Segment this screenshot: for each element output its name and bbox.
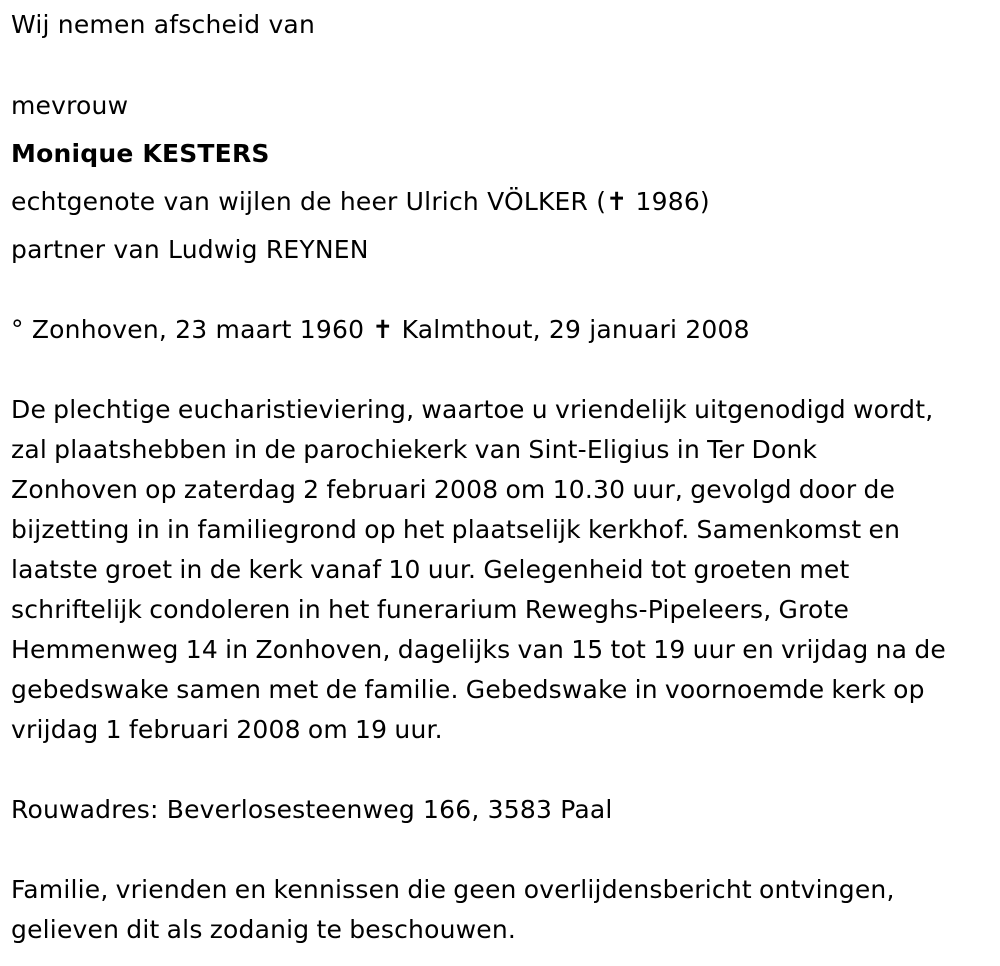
deceased-name: Monique KESTERS — [11, 139, 270, 168]
ceremony-line: bijzetting in in familiegrond op het plaatselijk kerkhof. Samenkomst en — [11, 515, 901, 544]
ceremony-line: zal plaatshebben in de parochiekerk van Sint-Eligius in Ter Donk — [11, 435, 818, 464]
ceremony-line: vrijdag 1 februari 2008 om 19 uur. — [11, 715, 443, 744]
intro-text: Wij nemen afscheid van — [11, 10, 315, 39]
ceremony-line: Hemmenweg 14 in Zonhoven, dagelijks van 15 tot 19 uur en vrijdag na de — [11, 635, 946, 664]
ceremony-line: Zonhoven op zaterdag 2 februari 2008 om 10.30 uur, gevolgd door de — [11, 475, 896, 504]
ceremony-line: schriftelijk condoleren in het funerarium Reweghs-Pipeleers, Grote — [11, 595, 850, 624]
ceremony-line: De plechtige eucharistieviering, waartoe u vriendelijk uitgenodigd wordt, — [11, 395, 934, 424]
birth-death-line: ° Zonhoven, 23 maart 1960 ✝ Kalmthout, 29 januari 2008 — [11, 315, 750, 344]
closing-line: gelieven dit als zodanig te beschouwen. — [11, 915, 517, 944]
ceremony-line: laatste groet in de kerk vanaf 10 uur. Gelegenheid tot groeten met — [11, 555, 850, 584]
ceremony-paragraph — [11, 390, 996, 750]
partner-relation: partner van Ludwig REYNEN — [11, 235, 369, 264]
closing-paragraph — [11, 870, 996, 950]
mourning-address: Rouwadres: Beverlosesteenweg 166, 3583 Paal — [11, 795, 613, 824]
salutation: mevrouw — [11, 91, 129, 120]
closing-line: Familie, vrienden en kennissen die geen overlijdensbericht ontvingen, — [11, 875, 895, 904]
spouse-relation: echtgenote van wijlen de heer Ulrich VÖLKER (✝ 1986) — [11, 187, 710, 216]
ceremony-line: gebedswake samen met de familie. Gebedswake in voornoemde kerk op — [11, 675, 925, 704]
